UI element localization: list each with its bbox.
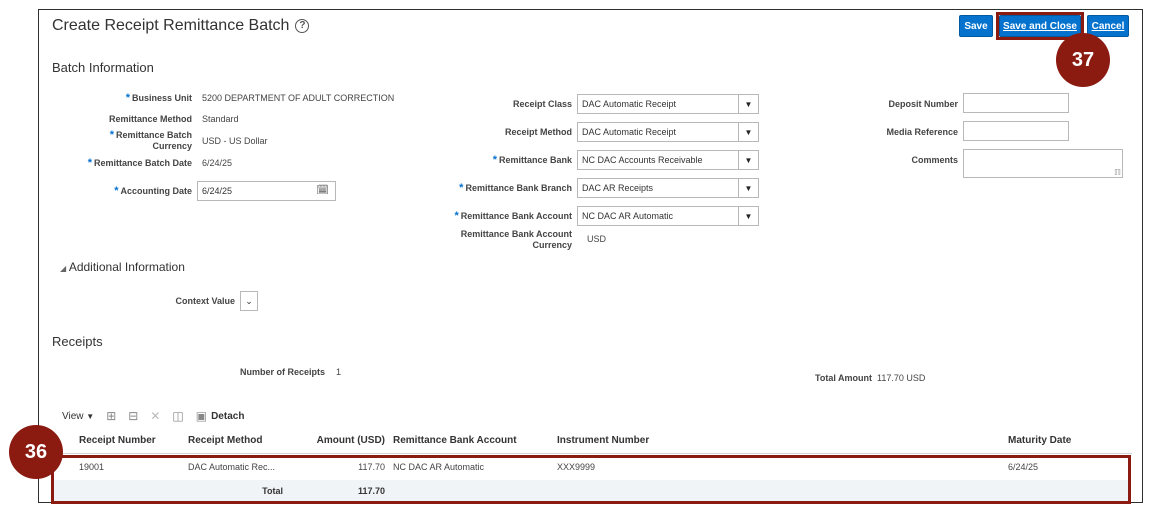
cell-remittance-bank-account: NC DAC AR Automatic (393, 462, 485, 472)
remittance-bank-label: * Remittance Bank (492, 154, 572, 166)
cell-receipt-number: 19001 (79, 462, 105, 472)
detach-icon: ▣ (195, 409, 208, 423)
receipt-class-label: Receipt Class (512, 99, 572, 109)
required-icon: * (459, 182, 464, 194)
detach-button[interactable] (196, 409, 245, 423)
col-receipt-method[interactable]: Receipt Method (188, 435, 263, 446)
required-icon: * (492, 154, 497, 166)
comments-label: Comments (911, 155, 958, 165)
header-divider (62, 453, 1132, 454)
step-36-callout: 36 (9, 425, 63, 479)
delete-icon[interactable]: ✕ (150, 409, 161, 423)
deposit-number-label: Deposit Number (888, 99, 958, 109)
context-value-label: Context Value (175, 296, 235, 306)
receipts-title: Receipts (52, 334, 103, 349)
total-amount-value: 117.70 USD (877, 373, 926, 383)
col-instrument-number[interactable]: Instrument Number (557, 435, 650, 446)
accounting-date-value: 6/24/25 (202, 186, 233, 196)
remittance-method-value: Standard (202, 114, 239, 124)
total-value: 117.70 (357, 486, 385, 496)
remittance-batch-currency-value: USD - US Dollar (202, 136, 268, 146)
save-and-close-label: Save and Close (1003, 20, 1077, 32)
required-icon: * (125, 92, 130, 104)
receipt-method-value: DAC Automatic Receipt (582, 127, 677, 137)
business-unit-value: 5200 DEPARTMENT OF ADULT CORRECTION (202, 93, 395, 103)
remittance-batch-date-value: 6/24/25 (202, 158, 233, 168)
required-icon: * (109, 129, 114, 141)
chevron-down-icon[interactable]: ▼ (738, 151, 758, 169)
col-maturity-date[interactable]: Maturity Date (1008, 435, 1072, 446)
business-unit-label: * Business Unit (125, 92, 192, 104)
detach-label: Detach (211, 410, 245, 422)
chevron-down-icon[interactable]: ▼ (738, 207, 758, 225)
chevron-down-icon[interactable]: ▼ (738, 179, 758, 197)
calendar-icon[interactable]: 🗓 (316, 185, 329, 196)
remittance-bank-account-value: NC DAC AR Automatic (582, 211, 674, 221)
receipt-method-label: Receipt Method (504, 127, 572, 137)
remittance-bank-branch-value: DAC AR Receipts (582, 183, 654, 193)
cancel-label: Cancel (1091, 20, 1125, 32)
additional-information-header[interactable] (60, 260, 185, 274)
total-amount-label: Total Amount (815, 373, 872, 383)
remittance-bank-account-select[interactable] (577, 206, 759, 226)
freeze-column-icon[interactable]: ⊞ (106, 409, 117, 423)
number-of-receipts-label: Number of Receipts (239, 367, 325, 377)
page-title-text: Create Receipt Remittance Batch (52, 17, 290, 34)
remittance-bank-value: NC DAC Accounts Receivable (582, 155, 703, 165)
remittance-bank-account-currency-value: USD (587, 234, 607, 244)
rows-highlight (51, 455, 1131, 504)
help-icon[interactable]: ? (295, 19, 309, 33)
view-menu[interactable]: View ▼ (62, 410, 95, 422)
remittance-method-label: Remittance Method (108, 114, 192, 124)
cell-instrument-number: XXX9999 (557, 462, 596, 472)
total-label: Total (262, 486, 283, 496)
required-icon: * (87, 157, 92, 169)
cell-amount: 117.70 (358, 462, 385, 472)
remittance-batch-currency-label: * Remittance Batch Currency (109, 129, 192, 151)
cell-receipt-method: DAC Automatic Rec... (188, 462, 276, 472)
accounting-date-input[interactable] (197, 181, 336, 201)
page-title (52, 17, 309, 35)
cell-maturity-date: 6/24/25 (1008, 462, 1039, 472)
caret-down-icon: ▼ (86, 411, 95, 421)
step-37-callout: 37 (1056, 33, 1110, 87)
cancel-button[interactable] (1087, 15, 1129, 37)
batch-information-title: Batch Information (52, 60, 154, 75)
page-frame (38, 9, 1143, 503)
deposit-number-input[interactable] (963, 93, 1069, 113)
number-of-receipts-value: 1 (336, 367, 342, 377)
chevron-down-icon[interactable]: ▼ (738, 95, 758, 113)
context-value-select[interactable] (240, 291, 258, 311)
col-remittance-bank-account[interactable]: Remittance Bank Account (393, 435, 517, 446)
col-receipt-number[interactable]: Receipt Number (79, 435, 156, 446)
receipt-class-select[interactable] (577, 94, 759, 114)
col-amount[interactable]: Amount (USD) (316, 435, 385, 446)
receipt-method-select[interactable] (577, 122, 759, 142)
save-button[interactable]: Save (959, 15, 993, 37)
remittance-batch-date-label: * Remittance Batch Date (87, 157, 192, 169)
remittance-bank-select[interactable] (577, 150, 759, 170)
required-icon: * (114, 185, 119, 197)
media-reference-input[interactable] (963, 121, 1069, 141)
remittance-bank-account-currency-label: Remittance Bank Account Currency (460, 229, 572, 250)
chevron-down-icon: ⌄ (245, 295, 253, 306)
remittance-bank-account-label: * Remittance Bank Account (454, 210, 572, 222)
media-reference-label: Media Reference (886, 127, 958, 137)
receipt-class-value: DAC Automatic Receipt (582, 99, 677, 109)
additional-information-title: Additional Information (68, 260, 185, 274)
remittance-bank-branch-label: * Remittance Bank Branch (459, 182, 572, 194)
chevron-down-icon[interactable]: ▼ (738, 123, 758, 141)
resize-handle-icon[interactable]: ℿ (1114, 168, 1121, 177)
add-row-icon[interactable]: ⊟ (128, 409, 139, 423)
accounting-date-label: * Accounting Date (114, 185, 192, 197)
collapse-triangle-icon[interactable]: ◢ (60, 264, 67, 273)
table-toolbar (62, 408, 244, 424)
filter-icon[interactable]: ◫ (172, 409, 184, 423)
comments-textarea[interactable] (963, 149, 1123, 178)
remittance-bank-branch-select[interactable] (577, 178, 759, 198)
required-icon: * (454, 210, 459, 222)
